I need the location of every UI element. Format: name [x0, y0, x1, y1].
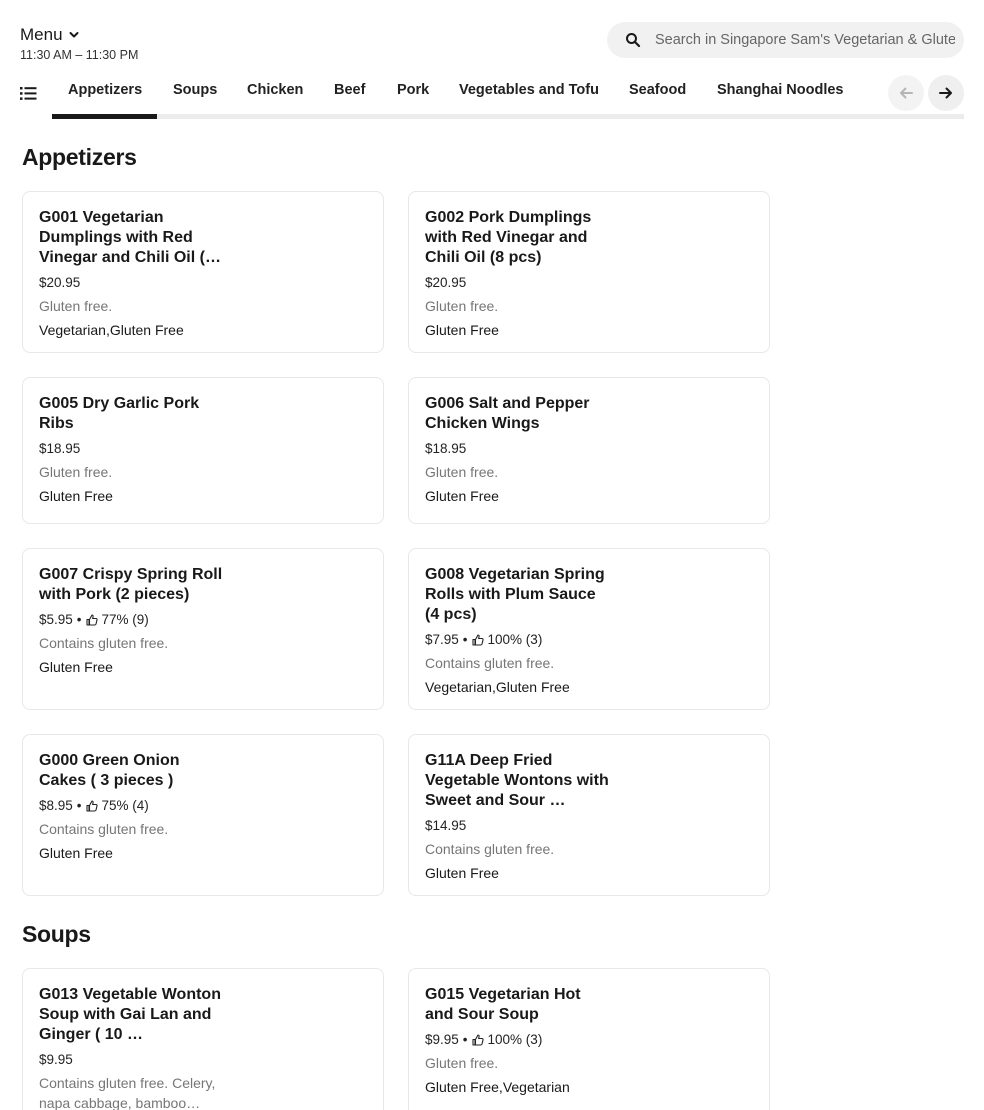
item-name: G002 Pork Dumplings with Red Vinegar and Chili Oil (8 pcs): [425, 209, 592, 266]
item-meta: [425, 1032, 542, 1047]
item-name: G001 Vegetarian Dumplings with Red Vinegar and Chili Oil (…: [39, 209, 221, 266]
item-rating: 100% (3): [487, 632, 543, 647]
search-bar[interactable]: [607, 22, 964, 58]
item-meta: [425, 818, 466, 833]
item-price: $18.95: [425, 441, 467, 456]
item-rating: 77% (9): [101, 612, 149, 627]
store-hours: 11:30 AM – 11:30 PM: [20, 48, 139, 62]
item-meta: [39, 441, 80, 456]
item-tags: Vegetarian,Gluten Free: [425, 679, 570, 695]
scroll-left-button[interactable]: [888, 75, 924, 111]
item-meta: [425, 441, 466, 456]
category-tabs: [0, 72, 984, 120]
item-description: Gluten free.: [425, 1055, 499, 1071]
item-description: Gluten free.: [39, 464, 113, 480]
item-name: G008 Vegetarian Spring Rolls with Plum Sauce (4 pcs): [425, 566, 605, 623]
meta-separator: •: [462, 632, 468, 647]
item-meta: [425, 632, 542, 647]
tab-appetizers[interactable]: Appetizers: [68, 82, 143, 98]
item-price: $9.95: [39, 1052, 73, 1067]
item-price: $20.95: [425, 275, 467, 290]
item-tags: Gluten Free: [39, 488, 113, 504]
section-title-soups: Soups: [22, 921, 91, 947]
item-meta: [39, 275, 80, 290]
item-description: Contains gluten free.: [39, 821, 169, 837]
menu-item-card[interactable]: [22, 377, 384, 524]
item-description: Contains gluten free.: [425, 841, 555, 857]
item-price: $9.95: [425, 1032, 459, 1047]
item-price: $7.95: [425, 632, 459, 647]
item-price: $5.95: [39, 612, 73, 627]
tab-chicken[interactable]: Chicken: [247, 82, 304, 98]
menu-header: [0, 0, 984, 120]
menu-dropdown[interactable]: [20, 25, 79, 45]
item-tags: Gluten Free: [39, 845, 113, 861]
item-tags: Gluten Free: [425, 488, 499, 504]
item-name: G006 Salt and Pepper Chicken Wings: [425, 395, 590, 432]
arrow-left-icon: [898, 85, 914, 101]
arrow-right-icon: [938, 85, 954, 101]
tab-shanghai-noodles[interactable]: Shanghai Noodles: [717, 82, 844, 98]
menu-item-card[interactable]: [408, 191, 770, 353]
meta-separator: •: [462, 1032, 468, 1047]
item-meta: [39, 798, 149, 813]
item-meta: [39, 612, 149, 627]
item-meta: [425, 275, 466, 290]
item-description: Gluten free.: [425, 298, 499, 314]
item-name: G11A Deep Fried Vegetable Wontons with Sweet and Sour …: [425, 752, 609, 809]
item-description: Gluten free.: [425, 464, 499, 480]
item-description: Contains gluten free. Celery, napa cabbage, bamboo…: [39, 1075, 216, 1110]
scroll-right-button[interactable]: [928, 75, 964, 111]
item-rating: 100% (3): [487, 1032, 543, 1047]
item-price: $18.95: [39, 441, 81, 456]
item-name: G005 Dry Garlic Pork Ribs: [39, 395, 200, 432]
tab-track: [52, 114, 964, 119]
search-icon: [625, 32, 641, 48]
item-name: G013 Vegetable Wonton Soup with Gai Lan and Ginger ( 10 …: [39, 986, 221, 1043]
menu-item-card[interactable]: [408, 968, 770, 1110]
menu-item-card[interactable]: [408, 734, 770, 896]
tab-active-indicator: [52, 114, 157, 119]
thumbs-up-icon: [86, 614, 98, 626]
item-tags: Gluten Free: [425, 865, 499, 881]
tab-soups[interactable]: Soups: [173, 82, 218, 98]
item-price: $14.95: [425, 818, 467, 833]
menu-label: Menu: [20, 25, 63, 44]
item-tags: Vegetarian,Gluten Free: [39, 322, 184, 338]
item-name: G007 Crispy Spring Roll with Pork (2 pieces): [39, 566, 223, 603]
list-icon[interactable]: [20, 86, 37, 101]
tab-seafood[interactable]: Seafood: [629, 82, 687, 98]
menu-item-card[interactable]: [22, 191, 384, 353]
menu-item-card[interactable]: [22, 548, 384, 710]
item-price: $20.95: [39, 275, 81, 290]
item-rating: 75% (4): [101, 798, 149, 813]
menu-item-card[interactable]: [408, 548, 770, 710]
section-title-appetizers: Appetizers: [22, 144, 137, 170]
meta-separator: •: [76, 798, 82, 813]
item-description: Contains gluten free.: [425, 655, 555, 671]
thumbs-up-icon: [472, 1034, 484, 1046]
tab-pork[interactable]: Pork: [397, 82, 430, 98]
menu-item-card[interactable]: [22, 968, 384, 1110]
menu-item-card[interactable]: [22, 734, 384, 896]
meta-separator: •: [76, 612, 82, 627]
tab-beef[interactable]: Beef: [334, 82, 366, 98]
thumbs-up-icon: [86, 800, 98, 812]
item-name: G000 Green Onion Cakes ( 3 pieces ): [39, 752, 180, 789]
item-meta: [39, 1052, 73, 1067]
item-name: G015 Vegetarian Hot and Sour Soup: [425, 986, 581, 1023]
item-description: Gluten free.: [39, 298, 113, 314]
item-price: $8.95: [39, 798, 73, 813]
thumbs-up-icon: [472, 634, 484, 646]
item-tags: Gluten Free,Vegetarian: [425, 1079, 570, 1095]
item-description: Contains gluten free.: [39, 635, 169, 651]
chevron-down-icon: [69, 30, 79, 40]
item-tags: Gluten Free: [39, 659, 113, 675]
item-tags: Gluten Free: [425, 322, 499, 338]
menu-item-card[interactable]: [408, 377, 770, 524]
tab-vegetables-and-tofu[interactable]: Vegetables and Tofu: [459, 82, 599, 98]
search-input[interactable]: [655, 22, 955, 58]
